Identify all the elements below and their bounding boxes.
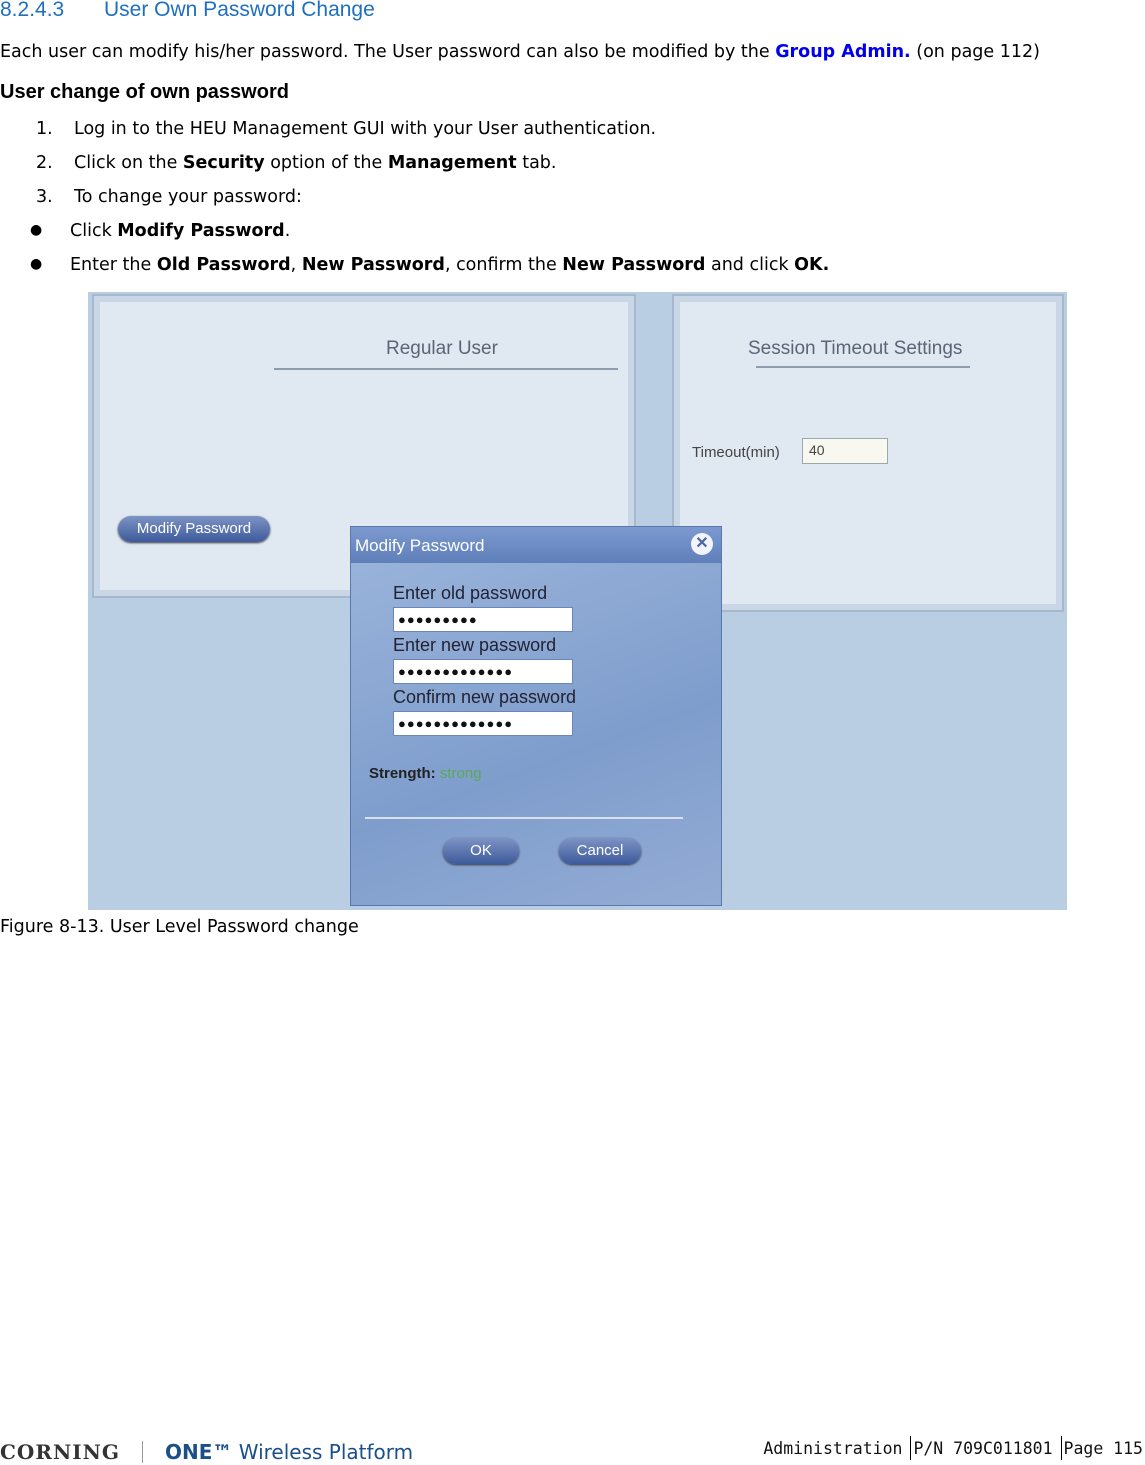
intro-paragraph: Each user can modify his/her password. The User password can also be modified by the Group Admin. (on page 112) — [0, 42, 1040, 62]
cancel-button[interactable]: Cancel — [559, 838, 641, 864]
corning-logo: CORNING — [0, 1440, 120, 1464]
bullet-item: ● Click Modify Password. — [30, 221, 291, 241]
footer-page: Page 115 — [1063, 1439, 1143, 1458]
footer-pn: P/N 709C011801 — [913, 1439, 1053, 1458]
footer-logo: CORNING ONE™ Wireless Platform — [0, 1440, 414, 1464]
bullet-item: ● Enter the Old Password, New Password, confirm the New Password and click OK. — [30, 255, 830, 275]
new-password-label: Enter new password — [393, 635, 557, 655]
session-timeout-panel — [672, 294, 1064, 612]
list-item: 1. Log in to the HEU Management GUI with your User authentication. — [36, 119, 657, 139]
figure-caption: Figure 8-13. User Level Password change — [0, 917, 359, 937]
screenshot-figure — [88, 292, 1067, 910]
footer-section: Administration — [763, 1439, 903, 1458]
timeout-label: Timeout(min) — [692, 444, 780, 461]
confirm-password-label: Confirm new password — [393, 687, 577, 707]
old-password-input[interactable]: ●●●●●●●●● — [393, 607, 573, 632]
section-number: 8.2.4.3 — [0, 0, 65, 21]
panel-title: Session Timeout Settings — [748, 338, 963, 359]
list-item: 2. Click on the Security option of the Management tab. — [36, 153, 557, 173]
divider — [756, 366, 970, 368]
old-password-label: Enter old password — [393, 583, 548, 603]
bullet-icon: ● — [30, 222, 43, 238]
confirm-password-input[interactable]: ●●●●●●●●●●●●● — [393, 711, 573, 736]
section-title: User Own Password Change — [104, 0, 375, 21]
modify-password-button[interactable]: Modify Password — [118, 516, 270, 542]
close-icon[interactable]: ✕ — [691, 533, 713, 555]
subheading: User change of own password — [0, 81, 289, 103]
divider — [142, 1441, 143, 1463]
new-password-input[interactable]: ●●●●●●●●●●●●● — [393, 659, 573, 684]
modify-password-dialog — [350, 526, 722, 906]
footer-info — [763, 1436, 1143, 1460]
divider — [274, 368, 618, 370]
group-admin-link[interactable]: Group Admin. — [775, 42, 911, 62]
ok-button[interactable]: OK — [443, 838, 519, 864]
timeout-input[interactable]: 40 — [802, 438, 888, 464]
divider — [365, 817, 683, 819]
section-heading — [0, 0, 375, 22]
bullet-icon: ● — [30, 256, 43, 272]
list-item: 3. To change your password: — [36, 187, 302, 207]
panel-title: Regular User — [386, 338, 498, 359]
dialog-title: Modify Password — [351, 527, 721, 563]
password-strength: Strength: strong — [369, 765, 482, 782]
